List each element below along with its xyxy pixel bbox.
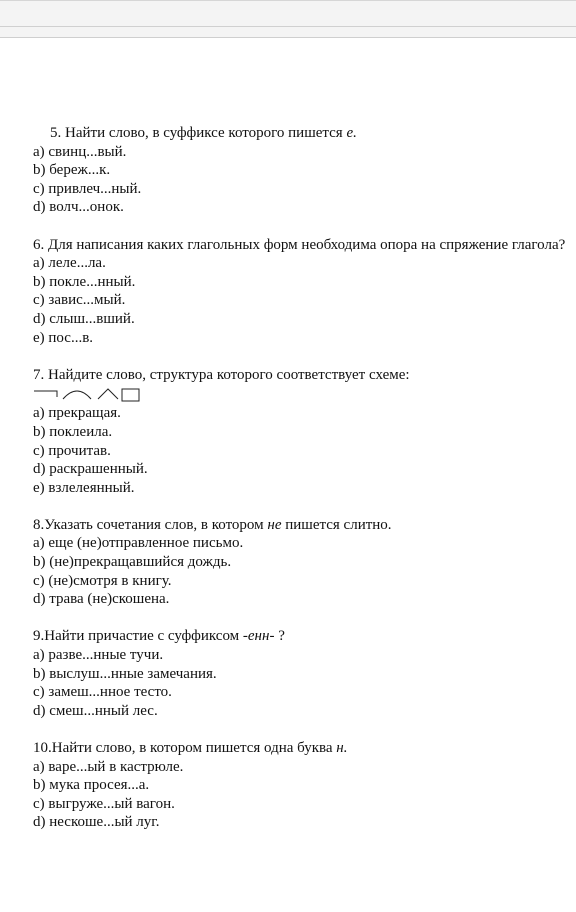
question-10-option-d: d) нескоше...ый луг.: [33, 814, 160, 831]
question-9: [33, 627, 573, 720]
suffix-icon: [98, 389, 118, 399]
toolbar-divider: [0, 26, 576, 27]
question-8-text-emphasis: не: [267, 516, 282, 533]
question-6-text: [33, 236, 573, 255]
prefix-icon: [34, 391, 57, 397]
question-9-text-tail: ?: [274, 628, 285, 645]
question-10-option-b: b) мука просея...а.: [33, 777, 150, 794]
question-8-option-d: d) трава (не)скошена.: [33, 591, 170, 608]
question-5-text-emphasis: е.: [346, 125, 357, 141]
question-8-option-b: b) (не)прекращавшийся дождь.: [33, 554, 232, 571]
question-6-option-b: b) покле...нный.: [33, 273, 136, 290]
question-6-option-a: а) леле...ла.: [33, 255, 106, 272]
question-7-option-b: b) поклеила.: [33, 423, 113, 440]
question-7-text-main: 7. Найдите слово, структура которого соответствует схеме:: [33, 366, 410, 383]
question-10: [33, 739, 573, 832]
question-8-option-a: а) еще (не)отправленное письмо.: [33, 535, 244, 552]
question-9-text-emphasis: -енн-: [242, 628, 275, 645]
word-structure-scheme: [33, 384, 573, 404]
question-9-text-main: 9.Найти причастие с суффиксом: [33, 628, 243, 645]
question-8-option-c: с) (не)смотря в книгу.: [33, 572, 172, 589]
morpheme-scheme-graphic: [33, 384, 143, 404]
question-7-option-c: с) прочитав.: [33, 442, 111, 459]
question-5-text-main: 5. Найти слово, в суффиксе которого пишется: [50, 125, 347, 141]
question-7-option-d: d) раскрашенный.: [33, 461, 148, 478]
question-5-option-d: d) волч...онок.: [33, 199, 124, 216]
question-6-option-e: е) пос...в.: [33, 329, 94, 346]
question-8-text-main: 8.Указать сочетания слов, в котором: [33, 516, 268, 533]
question-8: [33, 516, 573, 609]
question-7: [33, 366, 573, 498]
question-10-option-c: с) выгруже...ый вагон.: [33, 795, 175, 812]
document-body: [33, 124, 573, 851]
question-6-text-main: 6. Для написания каких глагольных форм необходима опора на спряжение глагола?: [33, 236, 566, 253]
question-5-option-a: а) свинц...вый.: [33, 143, 127, 160]
question-7-option-e: е) взлелеянный.: [33, 479, 135, 496]
question-10-option-a: а) варе...ый в кастрюле.: [33, 758, 184, 775]
question-6-option-c: с) завис...мый.: [33, 292, 126, 309]
question-7-option-a: а) прекращая.: [33, 405, 121, 422]
question-10-text-emphasis: н.: [336, 740, 348, 756]
question-8-text-tail: пишется слитно.: [281, 516, 392, 533]
question-5: [33, 124, 573, 217]
question-9-option-c: с) замеш...нное тесто.: [33, 684, 172, 701]
question-5-text: [33, 124, 573, 143]
question-10-text: [33, 739, 573, 758]
viewer-toolbar-strip: [0, 0, 576, 38]
question-8-text: [33, 516, 573, 535]
question-10-text-main: 10.Найти слово, в котором пишется одна буква: [33, 740, 337, 756]
question-6-option-d: d) слыш...вший.: [33, 310, 135, 327]
question-9-option-b: b) выслуш...нные замечания.: [33, 665, 217, 682]
question-9-text: [33, 627, 573, 646]
question-7-text: [33, 366, 573, 385]
root-icon: [63, 391, 91, 399]
question-9-option-d: d) смеш...нный лес.: [33, 702, 158, 719]
question-6: [33, 236, 573, 348]
question-9-option-a: а) разве...нные тучи.: [33, 647, 164, 664]
question-5-option-b: b) береж...к.: [33, 162, 111, 179]
ending-icon: [122, 389, 139, 401]
question-5-option-c: с) привлеч...ный.: [33, 180, 142, 197]
